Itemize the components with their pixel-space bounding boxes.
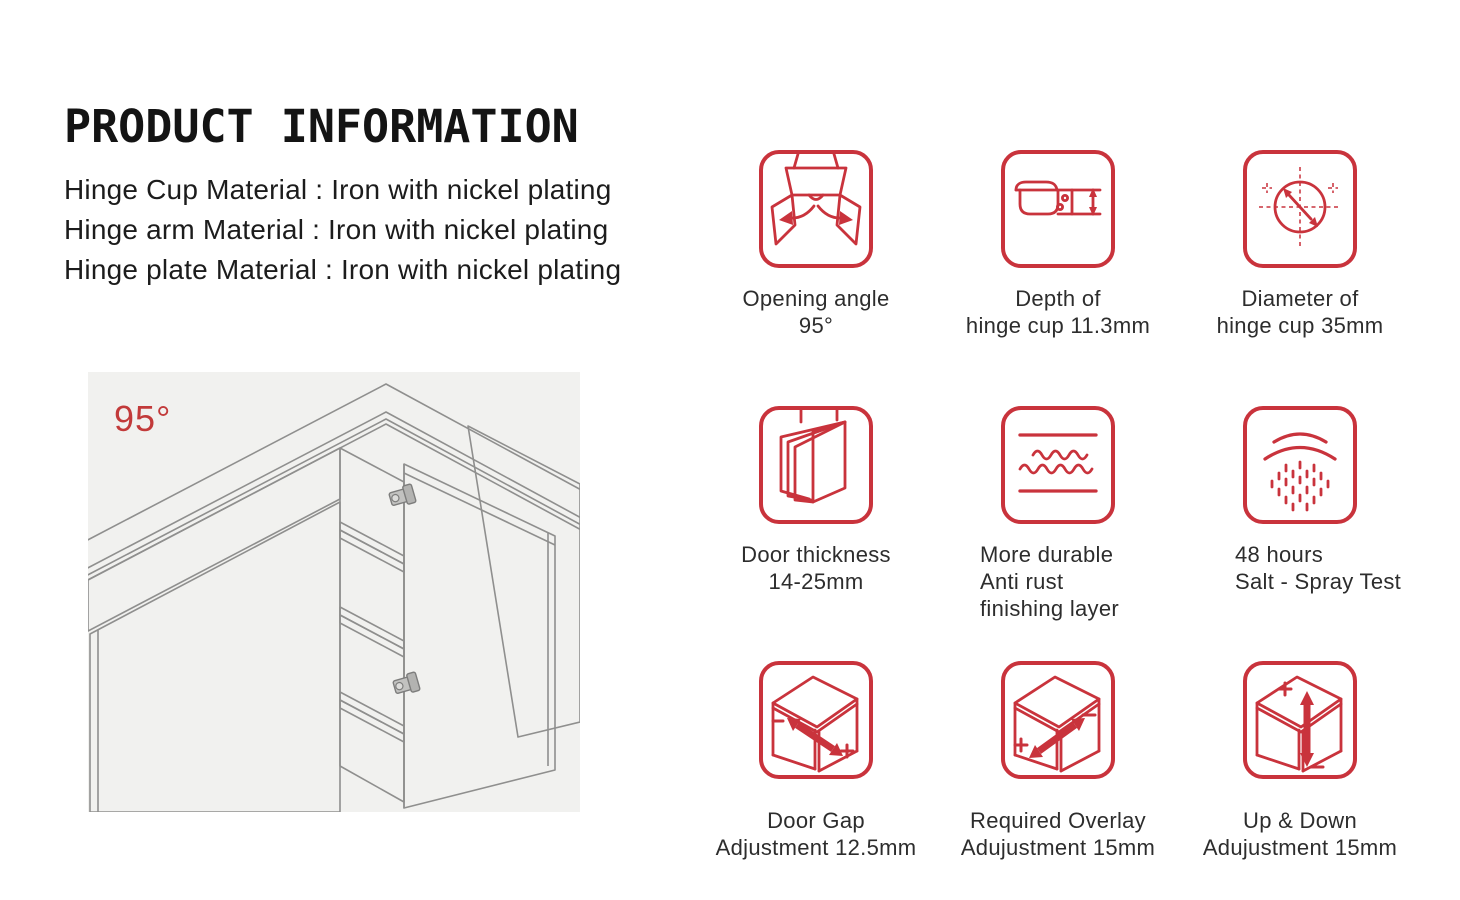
opening-angle-label: 95°: [114, 398, 172, 439]
cabinet-figure: [88, 372, 580, 812]
feature-card-anti-rust: [937, 404, 1179, 659]
hinge-cup-depth-icon: [999, 148, 1117, 270]
feature-card-hinge-cup-diameter: [1179, 148, 1421, 404]
hinge-cup-diameter-icon: [1241, 148, 1359, 270]
feature-card-up-down: [1179, 659, 1421, 861]
material-line-hinge-arm: Hinge arm Material : Iron with nickel plating: [64, 214, 609, 245]
opening-angle-icon: [757, 148, 875, 270]
feature-card-salt-spray: [1179, 404, 1421, 659]
feature-card-opening-angle: [695, 148, 937, 404]
feature-caption: Door thickness 14-25mm: [741, 542, 891, 594]
feature-caption: Depth of hinge cup 11.3mm: [965, 286, 1151, 338]
door-gap-icon: [757, 659, 875, 781]
feature-caption: More durable Anti rust finishing layer: [980, 542, 1120, 621]
door-thickness-icon: [757, 404, 875, 526]
feature-caption: Up & Down Adujustment 15mm: [1202, 808, 1398, 860]
feature-caption: 48 hours Salt - Spray Test: [1235, 542, 1402, 594]
material-specs: [64, 170, 621, 290]
salt-spray-icon: [1241, 404, 1359, 526]
feature-caption: Required Overlay Adujustment 15mm: [960, 808, 1156, 860]
feature-card-hinge-cup-depth: [937, 148, 1179, 404]
material-line-hinge-cup: Hinge Cup Material : Iron with nickel plating: [64, 174, 612, 205]
material-line-hinge-plate: Hinge plate Material : Iron with nickel plating: [64, 254, 622, 285]
feature-grid: [695, 148, 1421, 861]
overlay-adjustment-icon: [999, 659, 1117, 781]
page-title: PRODUCT INFORMATION: [64, 100, 579, 153]
feature-card-door-thickness: [695, 404, 937, 659]
feature-card-required-overlay: [937, 659, 1179, 861]
anti-rust-icon: [999, 404, 1117, 526]
feature-caption: Opening angle 95°: [742, 286, 890, 338]
feature-card-door-gap: [695, 659, 937, 861]
feature-caption: Diameter of hinge cup 35mm: [1216, 286, 1384, 338]
up-down-adjustment-icon: [1241, 659, 1359, 781]
feature-caption: Door Gap Adjustment 12.5mm: [715, 808, 917, 860]
